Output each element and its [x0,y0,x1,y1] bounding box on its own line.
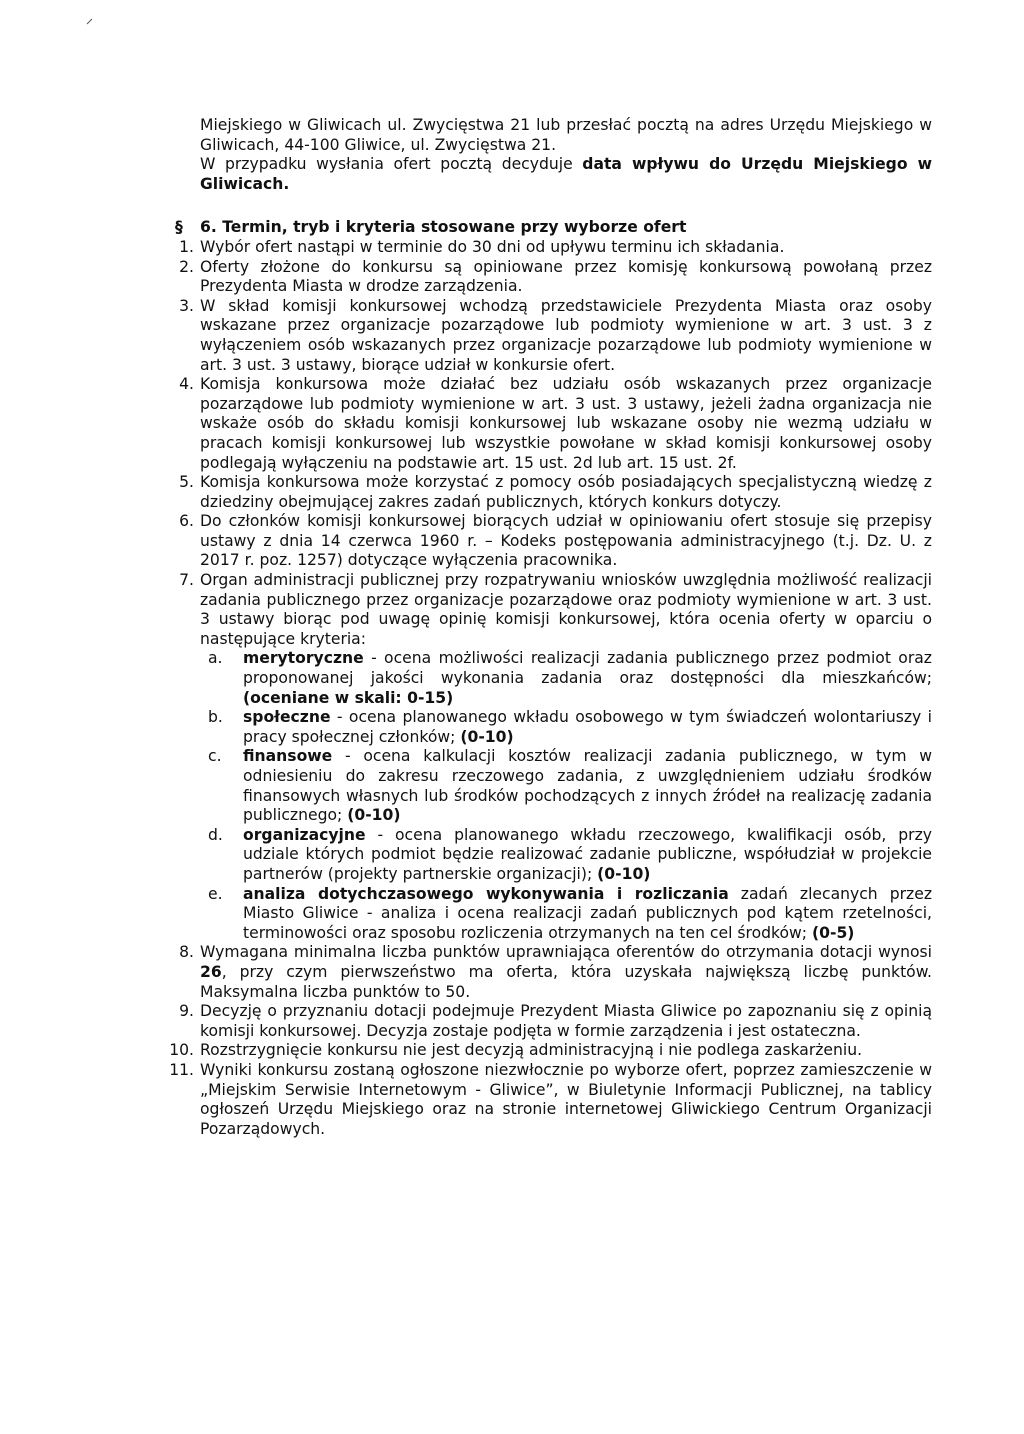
item-text: Do członków komisji konkursowej biorących udział w opiniowaniu ofert stosuje się przepisy ustawy z dnia 14 czerwca 1960 r. – Kodeks postępowania administracyjnego (t.j. Dz. U. z 2017 r. poz. 1257) dotyczące wyłączenia pracownika. [200,512,932,570]
item-text-part: Wymagana minimalna liczba punktów uprawniająca oferentów do otrzymania dotacji wynosi [200,943,932,962]
list-item [179,296,932,375]
criteria-rules-list [169,237,932,1139]
item-text: Decyzję o przyznaniu dotacji podejmuje Prezydent Miasta Gliwice po zapoznaniu się z opinią komisji konkursowej. Decyzja zostaje podjęta w formie zarządzenia i jest ostateczna. [200,1002,932,1040]
criterion-score: (oceniane w skali: 0-15) [243,688,454,707]
criterion-text [243,826,932,885]
item-number: 2. [179,257,194,276]
criterion-name: finansowe [243,747,333,766]
intro-paragraph-address: Miejskiego w Gliwicach ul. Zwycięstwa 21 lub przesłać pocztą na adres Urzędu Miejskiego w Gliwicach, 44-100 Gliwice, ul. Zwycięstwa 21. [200,116,932,154]
min-points-value: 26 [200,962,222,981]
item-text: Oferty złożone do konkursu są opiniowane przez komisję konkursową powołaną przez Prezydenta Miasta w drodze zarządzenia. [200,257,932,296]
item-number: 3. [179,296,194,315]
criterion-name: merytoryczne [243,649,364,668]
item-text-part: , przy czym pierwszeństwo ma oferta, która uzyskała największą liczbę punktów. Maksymalna liczba punktów to 50. [200,962,932,1001]
criterion-text [243,649,932,708]
list-item [179,257,932,297]
postal-text: W przypadku wysłania ofert pocztą decyduje [200,155,583,174]
item-number: 10. [169,1041,194,1060]
item-number: 8. [179,943,194,962]
criterion-item [208,747,932,825]
list-item [179,1002,932,1041]
item-text: Rozstrzygnięcie konkursu nie jest decyzją administracyjną i nie podlega zaskarżeniu. [200,1041,863,1060]
list-item [179,473,932,512]
list-item [179,512,932,571]
criterion-letter: d. [208,825,223,844]
criterion-letter: c. [208,747,222,766]
item-text: Wyniki konkursu zostaną ogłoszone niezwłocznie po wyborze ofert, poprzez zamieszczenie w „Miejskim Serwisie Internetowym - Gliwice”, w Biuletynie Informacji Publicznej, na tablicy ogłoszeń Urzędu Miejskiego oraz na stronie internetowej Gliwickiego Centrum Organizacji Pozarządowych. [200,1060,932,1138]
criterion-description: - ocena możliwości realizacji zadania publicznego przez podmiot oraz proponowanej jakości wykonania zadania oraz dostępności dla mieszkańców; [243,649,932,688]
criterion-item [208,708,932,747]
criterion-description: - ocena planowanego wkładu osobowego w tym świadczeń wolontariuszy i pracy społecznej członków; [243,708,932,746]
list-item [169,1041,932,1061]
list-item [179,943,932,1002]
scan-speck-mark [86,18,94,26]
criterion-score: (0-10) [460,727,514,746]
item-text [200,943,932,1002]
item-number: 1. [179,237,194,256]
criterion-item [208,649,932,708]
list-item [179,237,932,258]
item-number: 6. [179,512,194,531]
list-item [179,375,932,473]
section-heading [175,218,932,238]
item-number: 9. [179,1002,194,1021]
list-item [169,1060,932,1139]
intro-paragraph-postal [200,155,932,194]
criterion-text [243,747,932,825]
criterion-name: społeczne [243,708,331,727]
item-text: Organ administracji publicznej przy rozpatrywaniu wniosków uwzględnia możliwość realizacji zadania publicznego przez organizacje pozarządowe oraz podmioty wymienione w art. 3 ust. 3 ustawy biorąc pod uwagę opinię komisji konkursowej, która ocenia oferty w oparciu o następujące kryteria: [200,571,932,648]
criterion-item [208,884,932,944]
criterion-description: zadań zlecanych przez Miasto Gliwice - analiza i ocena realizacji zadań publicznych pod kątem rzetelności, terminowości oraz sposobu rozliczenia otrzymanych na ten cel środków; [243,884,932,942]
item-number: 7. [179,571,194,590]
section-sign: § [175,218,183,237]
item-text: Komisja konkursowa może korzystać z pomocy osób posiadających specjalistyczną wiedzę z dziedziny obejmującej zakres zadań publicznych, których konkurs dotyczy. [200,473,932,511]
criterion-letter: e. [208,884,223,903]
item-number: 4. [179,375,194,394]
criterion-name: organizacyjne [243,825,366,844]
criterion-name: analiza dotychczasowego wykonywania i rozliczania [243,884,729,903]
postal-text-bold: data wpływu do Urzędu Miejskiego w Gliwicach. [200,155,932,193]
criterion-text [243,708,932,747]
item-number: 11. [169,1060,194,1079]
section-title: 6. Termin, tryb i kryteria stosowane przy wyborze ofert [200,218,687,237]
criterion-letter: a. [208,649,223,668]
item-text: Wybór ofert nastąpi w terminie do 30 dni od upływu terminu ich składania. [200,237,785,256]
criterion-text [243,885,932,944]
criterion-item [208,825,932,885]
criterion-description: - ocena kalkulacji kosztów realizacji zadania publicznego, w tym w odniesieniu do zakresu rzeczowego zadania, z uwzględnieniem udziału środków finansowych własnych lub środków pochodzących z innych źródeł na realizację zadania publicznego; [243,747,932,825]
criterion-description: - ocena planowanego wkładu rzeczowego, kwalifikacji osób, przy udziale których podmiot będzie realizować zadanie publiczne, współudział w projekcie partnerów (projekty partnerskie organizacji); [243,825,932,883]
item-text: Komisja konkursowa może działać bez udziału osób wskazanych przez organizacje pozarządowe lub podmioty wymienione w art. 3 ust. 3 ustawy, jeżeli żadna organizacja nie wskaże osób do składu komisji konkursowej lub wskazane osoby nie wezmą udziału w pracach komisji konkursowej lub wszystkie powołane w skład komisji konkursowej osoby podlegają wyłączeniu na podstawie art. 15 ust. 2d lub art. 15 ust. 2f. [200,375,932,472]
document-page [169,116,932,1139]
criterion-score: (0-10) [597,864,651,883]
criterion-score: (0-10) [347,806,401,825]
criterion-letter: b. [208,708,223,727]
item-number: 5. [179,473,194,492]
evaluation-criteria-list [200,649,932,943]
criterion-score: (0-5) [812,923,855,942]
list-item [179,571,932,943]
item-text: W skład komisji konkursowej wchodzą przedstawiciele Prezydenta Miasta oraz osoby wskazane przez organizacje pozarządowe lub podmioty wymienione w art. 3 ust. 3 z wyłączeniem osób wskazanych przez organizacje pozarządowe lub podmioty wymienione w art. 3 ust. 3 ustawy, biorące udział w konkursie ofert. [200,296,932,374]
